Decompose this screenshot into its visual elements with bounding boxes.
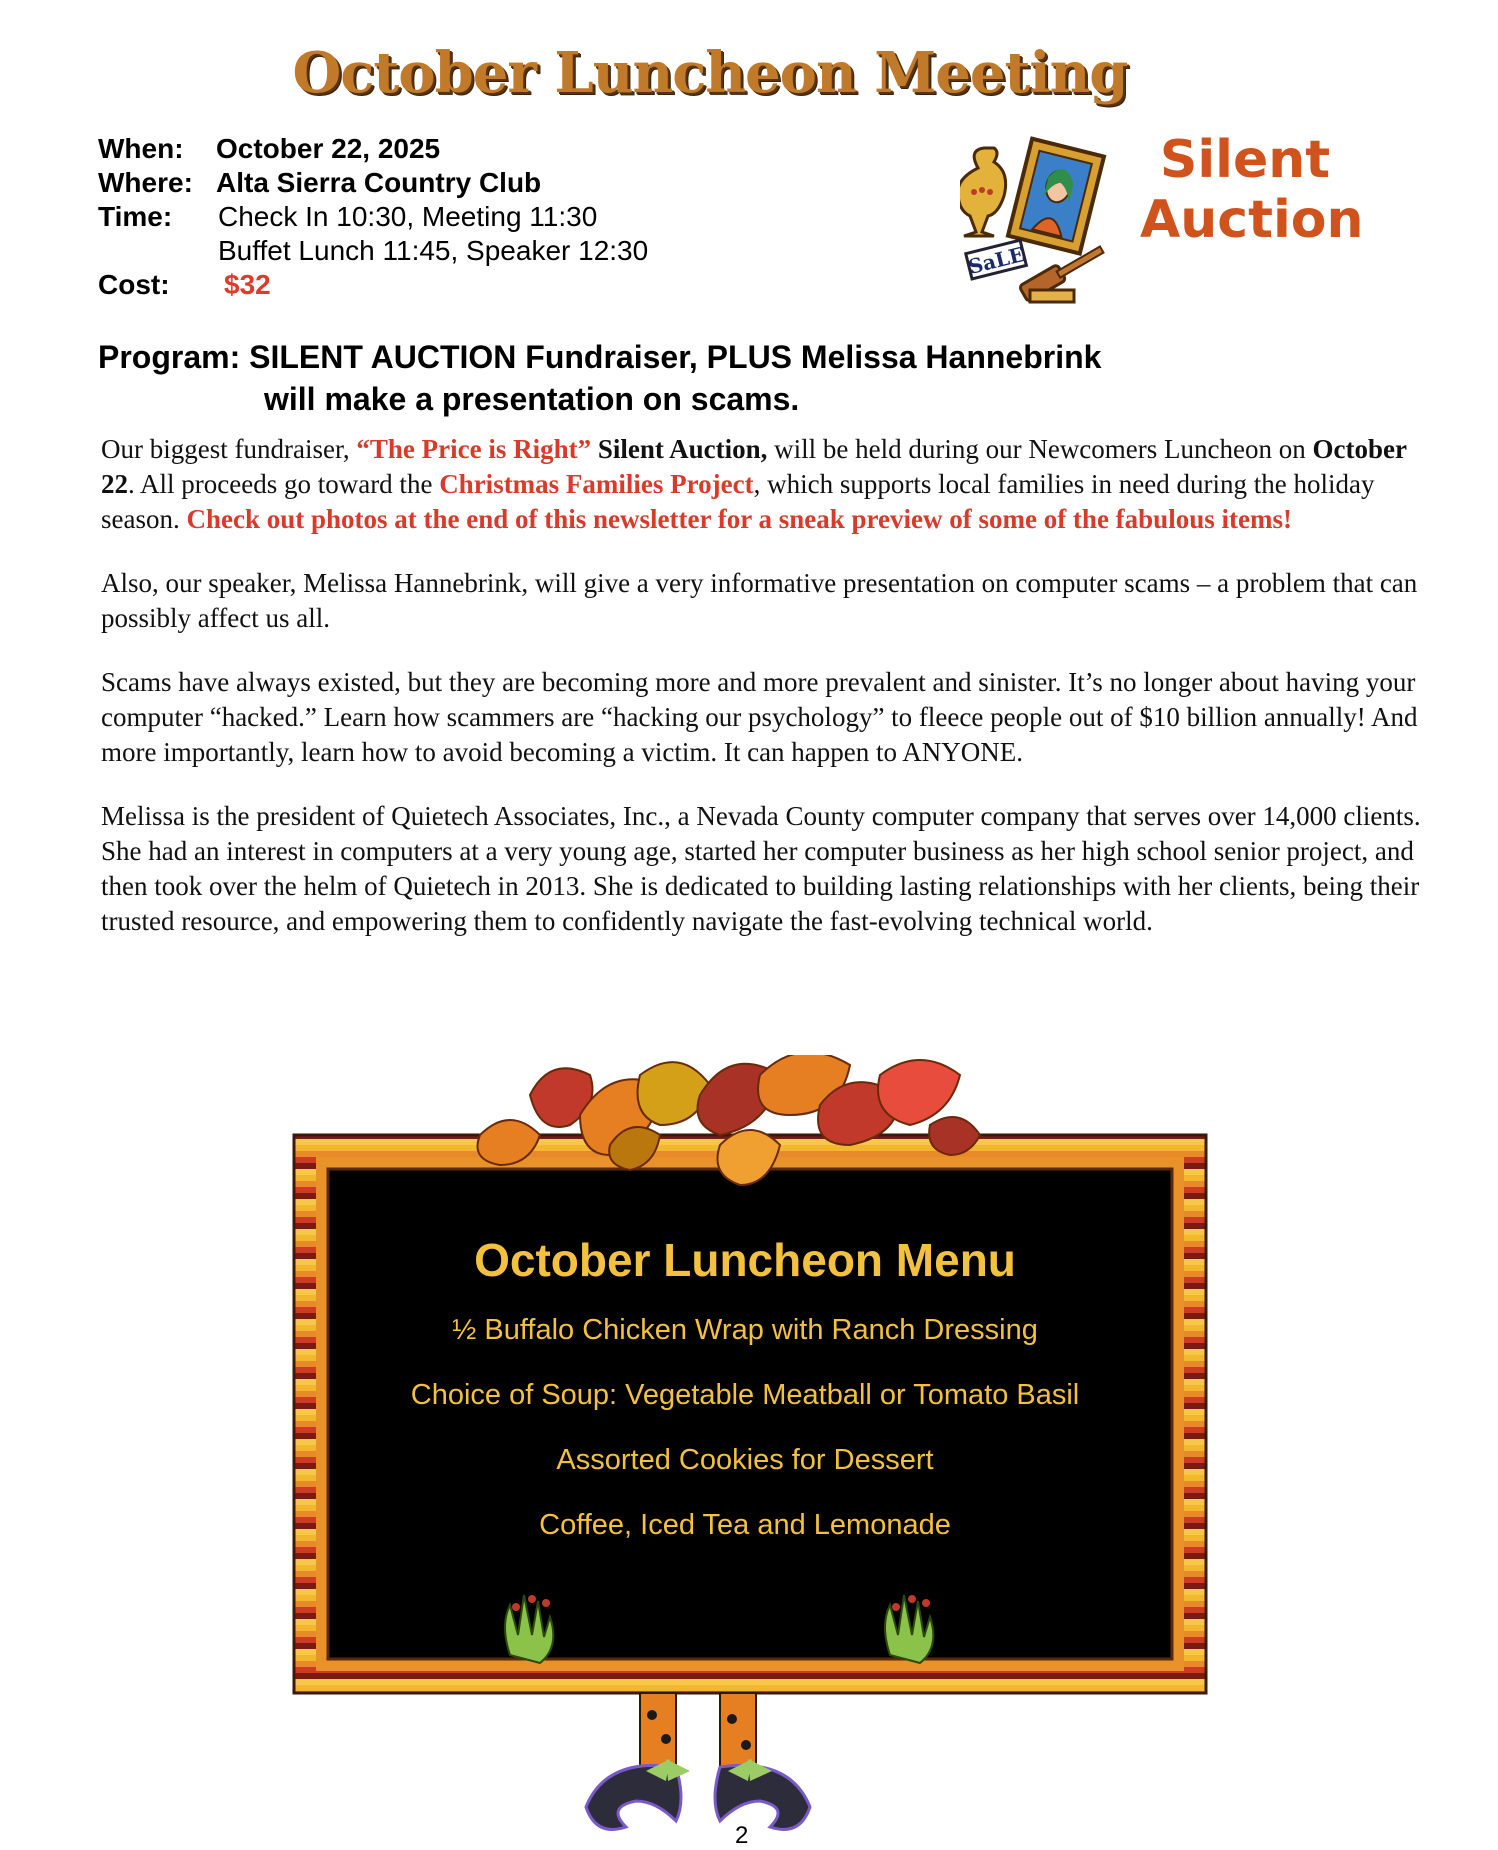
p1-text-g: . All proceeds go toward the bbox=[128, 469, 440, 499]
menu-item-dessert: Assorted Cookies for Dessert bbox=[556, 1444, 934, 1476]
paragraph-speaker: Also, our speaker, Melissa Hannebrink, will give a very informative presentation on computer scams – a problem that can possibly affect us all. bbox=[101, 568, 1418, 633]
page-title: October Luncheon Meeting bbox=[292, 40, 1128, 106]
silent-auction-heading bbox=[1140, 130, 1364, 250]
where-value: Alta Sierra Country Club bbox=[216, 167, 542, 198]
time-row bbox=[98, 200, 648, 234]
cost-row bbox=[98, 268, 648, 302]
silent-auction-line1: Silent bbox=[1159, 130, 1331, 190]
where-label: Where: bbox=[98, 167, 193, 198]
time-line1: Check In 10:30, Meeting 11:30 bbox=[218, 201, 598, 232]
p1-price-is-right: “The Price is Right” bbox=[356, 434, 592, 464]
luncheon-menu bbox=[340, 1230, 1150, 1572]
program-line1: Program: SILENT AUCTION Fundraiser, PLUS Melissa Hannebrink bbox=[98, 339, 1102, 375]
sale-tag-text: SaLE bbox=[965, 241, 1027, 279]
where-row bbox=[98, 166, 648, 200]
program-line2: will make a presentation on scams. bbox=[264, 381, 800, 417]
article-body bbox=[101, 432, 1431, 968]
p1-silent-auction: Silent Auction, bbox=[597, 434, 768, 464]
p1-photos-note: Check out photos at the end of this newsletter for a sneak preview of some of the fabulous items! bbox=[186, 504, 1292, 534]
page-number: 2 bbox=[735, 1822, 749, 1849]
program-heading bbox=[98, 336, 1101, 420]
when-value: October 22, 2025 bbox=[216, 133, 441, 164]
menu-title: October Luncheon Menu bbox=[474, 1234, 1016, 1286]
when-row bbox=[98, 132, 648, 166]
cost-value: $32 bbox=[224, 269, 271, 300]
p1-christmas-project: Christmas Families Project bbox=[439, 469, 754, 499]
event-info bbox=[98, 132, 648, 302]
menu-item-soup: Choice of Soup: Vegetable Meatball or Tomato Basil bbox=[410, 1379, 1080, 1411]
cost-label: Cost: bbox=[98, 269, 170, 300]
silent-auction-line2: Auction bbox=[1140, 190, 1364, 250]
p1-text-e: will be held during our Newcomers Luncheon on bbox=[767, 434, 1313, 464]
time-row-2 bbox=[98, 234, 648, 268]
paragraph-scams: Scams have always existed, but they are becoming more and more prevalent and sinister. It’s no longer about having your computer “hacked.” Learn how scammers are “hacking our psychology” to fleece people out of $10 billion annually! And more importantly, learn how to avoid becoming a victim. It can happen to ANYONE. bbox=[101, 667, 1418, 767]
p1-space bbox=[591, 434, 598, 464]
time-line2: Buffet Lunch 11:45, Speaker 12:30 bbox=[218, 235, 649, 266]
paragraph-fundraiser bbox=[101, 432, 1431, 537]
p1-date: October 22 bbox=[101, 434, 1407, 499]
p1-text-a: Our biggest fundraiser, bbox=[101, 434, 357, 464]
time-label: Time: bbox=[98, 201, 173, 232]
menu-item-drinks: Coffee, Iced Tea and Lemonade bbox=[539, 1509, 951, 1541]
p1-text-i: , which supports local families in need during the holiday season. bbox=[101, 469, 1375, 534]
silent-auction-clipart bbox=[960, 130, 1120, 310]
when-label: When: bbox=[98, 133, 184, 164]
menu-item-wrap: ½ Buffalo Chicken Wrap with Ranch Dressing bbox=[452, 1314, 1038, 1346]
paragraph-bio: Melissa is the president of Quietech Associates, Inc., a Nevada County computer company that serves over 14,000 clients. She had an interest in computers at a very young age, started her computer business as her high school senior project, and then took over the helm of Quietech in 2013. She is dedicated to building lasting relationships with her clients, being their trusted resource, and empowering them to confidently navigate the fast-evolving technical world. bbox=[101, 801, 1421, 936]
